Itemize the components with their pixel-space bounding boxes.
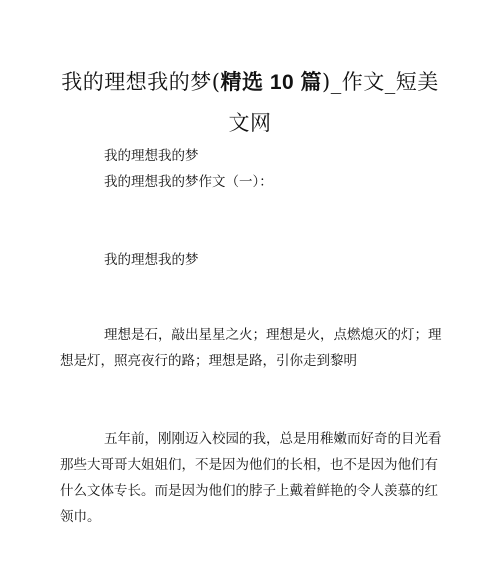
title-bold-part: 精选 10 篇 [220,71,323,94]
paragraph-text: 五年前，刚刚迈入校园的我，总是用稚嫩而好奇的目光看那些大哥哥大姐姐们，不是因为他们的长相，也不是因为他们有什么文体专长。而是因为他们的脖子上戴着鲜艳的令人羡慕的红领巾。 [60,431,442,525]
paragraph [60,322,445,374]
title-part: 文网 [228,111,272,135]
text-line: 我的理想我的梦 [104,252,199,268]
title-part: )_作文_短美 [322,70,439,94]
paragraph-text: 理想是石，敲出星星之火；理想是火，点燃熄灭的灯；理想是灯，照亮夜行的路；理想是路，引你走到黎明 [60,327,442,369]
paragraph [60,426,445,530]
text-line: 我的理想我的梦 [104,148,199,164]
document-title [40,62,460,143]
title-part: 我的理想我的梦( [61,70,221,94]
text-line: 我的理想我的梦作文（一）： [104,174,273,190]
